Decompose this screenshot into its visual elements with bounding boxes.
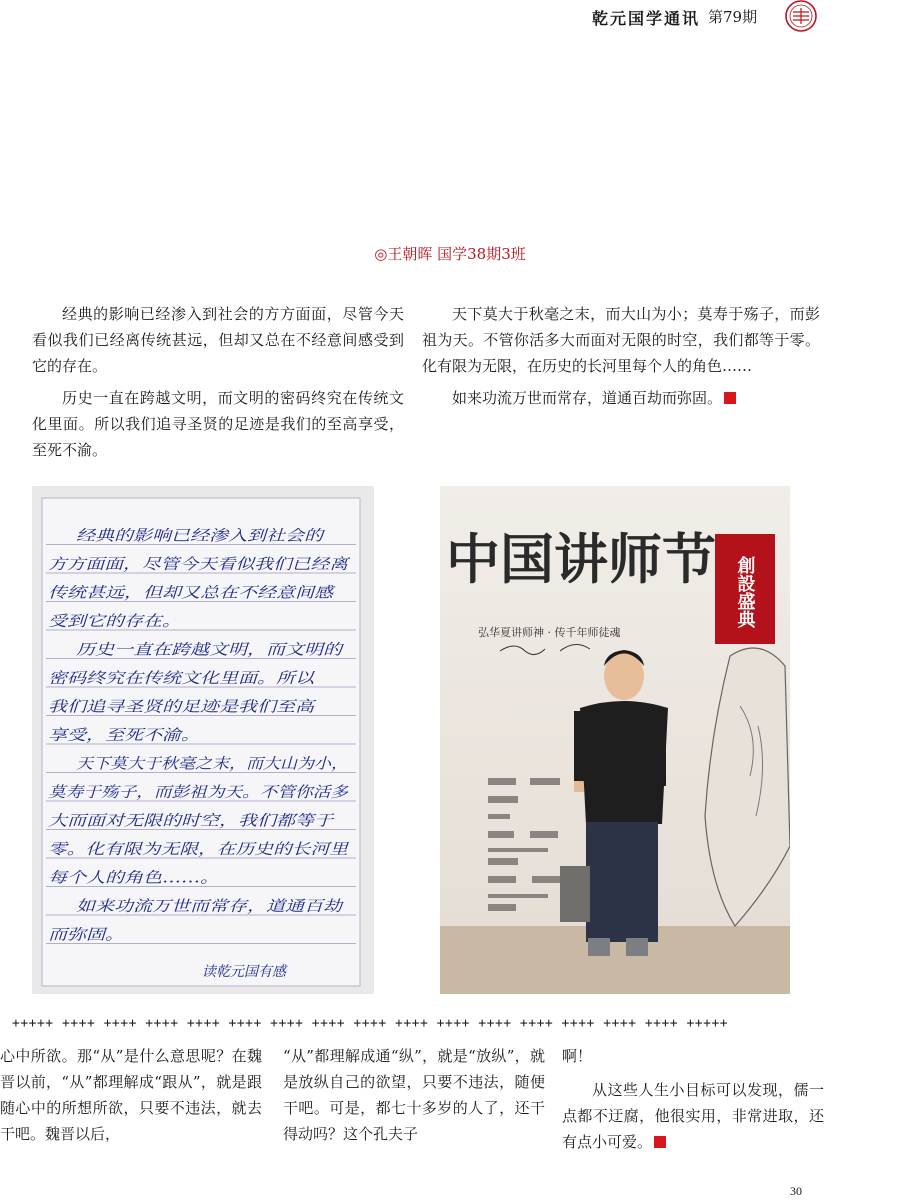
paragraph: 经典的影响已经渗入到社会的方方面面，尽管今天看似我们已经离传统甚远，但却又总在不经意间感受到它的存在。: [32, 305, 404, 375]
banner-side-title: 創設盛典: [734, 556, 756, 628]
article-right-column: [422, 301, 820, 411]
paragraph-text: 从这些人生小目标可以发现，儒一点都不迂腐，他很实用，非常进取，还有点小可爱。: [562, 1081, 824, 1151]
paragraph: 天下莫大于秋毫之末，而大山为小；莫寿于殇子，而彭祖为天。不管你活多大而面对无限的时空，我们都等于零。化有限为无限，在历史的长河里每个人的角色……: [422, 305, 820, 375]
paragraph-final: [422, 385, 820, 411]
paragraph: 啊！: [562, 1047, 593, 1065]
end-mark-icon: [724, 392, 736, 404]
handwritten-line: 受到它的存在。: [48, 612, 181, 630]
bottom-column-2: [283, 1043, 545, 1147]
handwritten-line: 零。化有限为无限，在历史的长河里: [48, 840, 350, 858]
handwritten-line: 方方面面，尽管今天看似我们已经离: [48, 555, 351, 573]
handwritten-line: 传统甚远，但却又总在不经意间感: [48, 583, 336, 602]
end-mark-icon: [654, 1136, 666, 1148]
paragraph-final: [562, 1077, 824, 1155]
banner-main-title: 中国讲师节: [446, 527, 716, 591]
handwritten-line: 而弥固。: [48, 925, 124, 944]
author-byline: ◎王朝晖 国学38期3班: [374, 245, 526, 263]
article-left-column: [32, 301, 404, 463]
handwritten-line: 如来功流万世而常存，道通百劫: [76, 897, 345, 915]
section-divider: +++++ ++++ ++++ ++++ ++++ ++++ ++++ ++++ ++++ ++++ ++++ ++++ ++++ ++++ ++++ ++++ +++++: [12, 1016, 729, 1031]
issue-number: 第79期: [708, 8, 758, 26]
bottom-column-1: [0, 1043, 262, 1147]
handwritten-line: 我们追寻圣贤的足迹是我们至高: [48, 697, 317, 716]
handwriting-photo: [32, 486, 374, 994]
handwritten-line: 经典的影响已经渗入到社会的: [76, 526, 326, 545]
seal-logo-icon: [782, 0, 820, 34]
banner-slogan: 弘华夏讲师神 · 传千年师徒魂: [478, 626, 621, 639]
paragraph: “从”都理解成通“纵”，就是“放纵”，就是放纵自己的欲望，只要不违法，随便干吧。可是，都七十多岁的人了，还干得动吗？这个孔夫子: [283, 1047, 545, 1143]
page-number: 30: [790, 1184, 802, 1198]
paragraph: 心中所欲。那“从”是什么意思呢？在魏晋以前，“从”都理解成“跟从”，就是跟随心中的所想所欲，只要不违法，就去干吧。魏晋以后，: [0, 1047, 262, 1143]
event-photo: [440, 486, 790, 994]
handwritten-line: 每个人的角色……。: [48, 868, 219, 887]
handwritten-line: 大而面对无限的时空，我们都等于: [48, 811, 336, 830]
paragraph: 历史一直在跨越文明，而文明的密码终究在传统文化里面。所以我们追寻圣贤的足迹是我们的至高享受，至死不渝。: [32, 389, 404, 459]
paragraph-text: 如来功流万世而常存，道通百劫而弥固。: [452, 389, 723, 407]
handwritten-line: 天下莫大于秋毫之末，而大山为小，: [76, 754, 348, 773]
handwritten-line: 莫寿于殇子，而彭祖为天。不管你活多: [48, 783, 350, 801]
handwritten-line: 历史一直在跨越文明，而文明的: [76, 640, 345, 659]
bottom-column-3: [562, 1043, 824, 1155]
publication-title: 乾元国学通讯: [592, 9, 701, 28]
handwritten-line: 密码终究在传统文化里面。所以: [48, 669, 316, 687]
handwritten-line: 享受，至死不渝。: [48, 726, 200, 744]
handwriting-signature: 读乾元国有感: [202, 964, 286, 980]
